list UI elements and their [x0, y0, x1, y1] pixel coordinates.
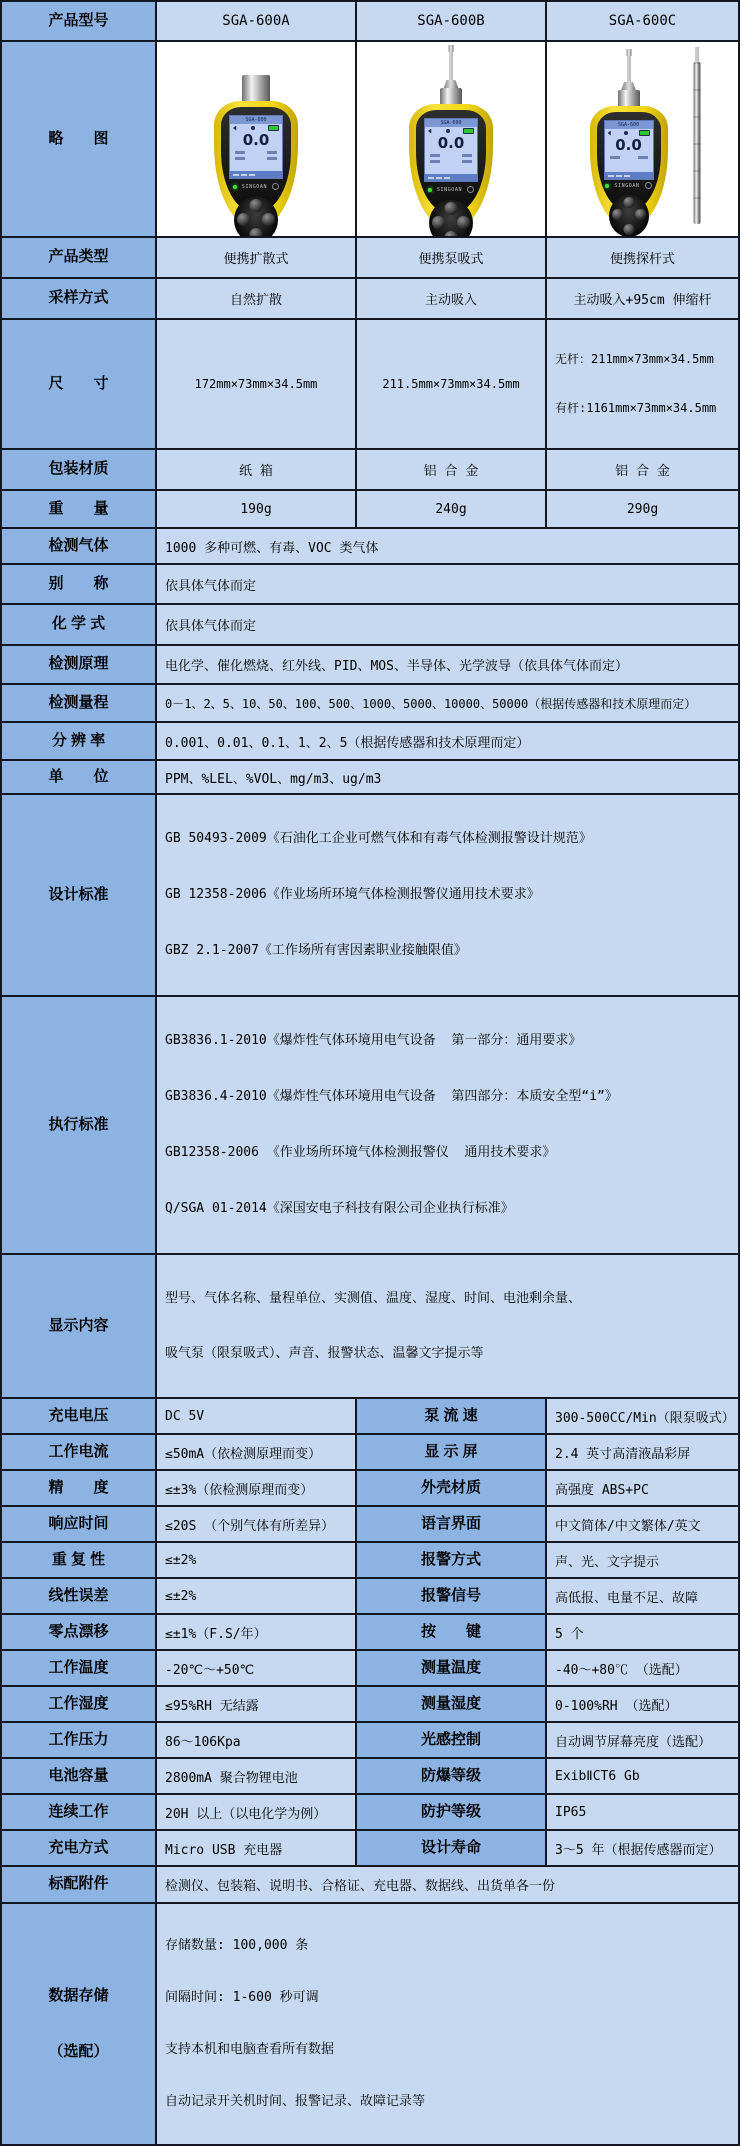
- row-label: 检测气体: [1, 528, 156, 564]
- value-cell: 高强度 ABS+PC: [546, 1470, 739, 1506]
- device-panel: [416, 110, 486, 214]
- table-row: [1, 490, 739, 528]
- table-row: [1, 1506, 739, 1542]
- device-panel: [597, 112, 661, 212]
- value-cell: ≤95%RH 无结露: [156, 1686, 356, 1722]
- screen-title: SGA-600: [230, 116, 282, 124]
- value-cell: ≤±2%: [156, 1542, 356, 1578]
- device-body: [409, 104, 493, 230]
- enter-button: [623, 224, 634, 235]
- standard-line: GB3836.1-2010《爆炸性气体环境用电气设备 第一部分：通用要求》: [165, 1033, 582, 1048]
- right-button: [457, 216, 470, 229]
- value-cell: 中文简体/中文繁体/英文: [546, 1506, 739, 1542]
- power-icon: [467, 186, 474, 193]
- value-cell: 0－1、2、5、10、50、100、500、1000、5000、10000、50000（根据传感器和技术原理而定）: [156, 684, 739, 722]
- table-row: [1, 1, 739, 41]
- value-cell: -20℃～+50℃: [156, 1650, 356, 1686]
- row-label-model: 产品型号: [1, 1, 156, 41]
- table-row: [1, 278, 739, 319]
- value-cell: [156, 794, 739, 996]
- value-cell: 190g: [156, 490, 356, 528]
- row-label: 设计寿命: [356, 1830, 546, 1866]
- table-row: [1, 1650, 739, 1686]
- screen-title: SGA-600: [425, 119, 477, 127]
- value-cell: 便携探杆式: [546, 237, 739, 278]
- table-row: [1, 1686, 739, 1722]
- row-label: 执行标准: [1, 996, 156, 1254]
- device-screen: [604, 120, 654, 180]
- left-button: [432, 216, 445, 229]
- nav-buttons: [609, 195, 649, 237]
- value-cell: 电化学、催化燃烧、红外线、PID、MOS、半导体、光学波导（依具体气体而定）: [156, 645, 739, 684]
- value-cell: ExibⅡCT6 Gb: [546, 1758, 739, 1794]
- value-cell: DC 5V: [156, 1398, 356, 1434]
- dimension-line: 无杆：211mm×73mm×34.5mm: [555, 352, 714, 366]
- value-cell: 依具体气体而定: [156, 564, 739, 604]
- storage-line: 存储数量: 100,000 条: [165, 1938, 309, 1953]
- row-label: 显 示 屏: [356, 1434, 546, 1470]
- value-cell: 0-100%RH （选配）: [546, 1686, 739, 1722]
- value-cell: Micro USB 充电器: [156, 1830, 356, 1866]
- table-row: [1, 1903, 739, 2145]
- row-label: 精 度: [1, 1470, 156, 1506]
- row-label: 防爆等级: [356, 1758, 546, 1794]
- value-cell: 300-500CC/Min（限泵吸式）: [546, 1398, 739, 1434]
- gas-reading: 0.0: [437, 134, 465, 152]
- value-cell: 便携泵吸式: [356, 237, 546, 278]
- gas-detector-diffusion: [206, 43, 306, 233]
- probe-rod: [450, 52, 453, 80]
- value-cell: 自动调节屏幕亮度（选配）: [546, 1722, 739, 1758]
- row-label: 充电方式: [1, 1830, 156, 1866]
- value-cell: 5 个: [546, 1614, 739, 1650]
- value-cell: 240g: [356, 490, 546, 528]
- standard-line: Q/SGA 01-2014《深国安电子科技有限公司企业执行标准》: [165, 1201, 514, 1216]
- value-cell: 290g: [546, 490, 739, 528]
- row-label: 检测量程: [1, 684, 156, 722]
- value-cell: ≤50mA（依检测原理而变）: [156, 1434, 356, 1470]
- value-cell: ≤20S （个别气体有所差异）: [156, 1506, 356, 1542]
- value-cell: 声、光、文字提示: [546, 1542, 739, 1578]
- brand-label: SINGOAN: [241, 183, 268, 190]
- brand-label: SINGOAN: [614, 182, 640, 189]
- table-row: [1, 1398, 739, 1434]
- row-label-line: （选配）: [48, 2042, 109, 2060]
- table-row: [1, 1794, 739, 1830]
- product-image-b: [356, 41, 546, 237]
- table-row: [1, 1254, 739, 1398]
- gas-detector-probe: [583, 43, 675, 233]
- row-label: 报警方式: [356, 1542, 546, 1578]
- value-cell: 0.001、0.01、0.1、1、2、5（根据传感器和技术原理而定）: [156, 722, 739, 760]
- table-row: [1, 1722, 739, 1758]
- device-body: [590, 106, 668, 228]
- value-cell: 高低报、电量不足、故障: [546, 1578, 739, 1614]
- status-led: [233, 185, 237, 189]
- row-label: 工作电流: [1, 1434, 156, 1470]
- standard-line: GB3836.4-2010《爆炸性气体环境用电气设备 第四部分：本质安全型“i”》: [165, 1089, 618, 1104]
- row-label: 光感控制: [356, 1722, 546, 1758]
- value-cell: ≤±1%（F.S/年）: [156, 1614, 356, 1650]
- fan-icon: [624, 131, 628, 135]
- sensor-cap: [440, 88, 462, 105]
- value-cell: 纸 箱: [156, 449, 356, 490]
- device-body: [214, 101, 298, 229]
- left-button: [237, 213, 250, 226]
- left-button: [612, 209, 623, 220]
- power-icon: [645, 182, 652, 189]
- table-row: [1, 1434, 739, 1470]
- row-label: [1, 1903, 156, 2145]
- value-cell: 3～5 年（根据传感器而定）: [546, 1830, 739, 1866]
- table-row: [1, 237, 739, 278]
- row-label: 充电电压: [1, 1398, 156, 1434]
- status-led: [605, 184, 609, 188]
- content-line: 型号、气体名称、量程单位、实测值、温度、湿度、时间、电池剩余量、: [165, 1291, 582, 1306]
- table-row: [1, 1470, 739, 1506]
- value-cell: 20H 以上（以电化学为例）: [156, 1794, 356, 1830]
- row-label: 检测原理: [1, 645, 156, 684]
- row-label: 单 位: [1, 760, 156, 794]
- table-row: [1, 760, 739, 794]
- table-row: [1, 41, 739, 237]
- row-label: 报警信号: [356, 1578, 546, 1614]
- table-row: [1, 564, 739, 604]
- value-cell: PPM、%LEL、%VOL、mg/m3、ug/m3: [156, 760, 739, 794]
- speaker-icon: [428, 129, 433, 134]
- nav-buttons: [234, 197, 278, 237]
- value-cell: 自然扩散: [156, 278, 356, 319]
- gas-reading: 0.0: [242, 131, 270, 149]
- standard-line: GB12358-2006 《作业场所环境气体检测报警仪 通用技术要求》: [165, 1145, 556, 1160]
- gas-detector-pump: [401, 43, 501, 233]
- row-label: 测量温度: [356, 1650, 546, 1686]
- table-row: [1, 1614, 739, 1650]
- row-label: 设计标准: [1, 794, 156, 996]
- value-cell: 2.4 英寸高清液晶彩屏: [546, 1434, 739, 1470]
- probe-tip: [449, 45, 454, 52]
- row-label: 化 学 式: [1, 604, 156, 645]
- fan-icon: [446, 129, 450, 133]
- device-panel: [221, 107, 291, 213]
- value-cell: 检测仪、包装箱、说明书、合格证、充电器、数据线、出货单各一份: [156, 1866, 739, 1903]
- row-label: 别 称: [1, 564, 156, 604]
- content-line: 吸气泵（限泵吸式）、声音、报警状态、温馨文字提示等: [165, 1346, 484, 1361]
- status-led: [428, 188, 432, 192]
- row-label: 语言界面: [356, 1506, 546, 1542]
- table-row: [1, 684, 739, 722]
- speaker-icon: [233, 126, 238, 131]
- speaker-icon: [608, 131, 613, 136]
- row-label: 泵 流 速: [356, 1398, 546, 1434]
- value-cell: 172mm×73mm×34.5mm: [156, 319, 356, 449]
- nav-buttons: [429, 200, 473, 237]
- standard-line: GB 50493-2009《石油化工企业可燃气体和有毒气体检测报警设计规范》: [165, 831, 592, 846]
- probe-rod: [627, 56, 630, 82]
- table-row: [1, 604, 739, 645]
- battery-icon: [463, 128, 474, 134]
- table-row: [1, 1542, 739, 1578]
- value-cell: ≤±2%: [156, 1578, 356, 1614]
- table-row: [1, 319, 739, 449]
- up-button: [445, 202, 458, 215]
- value-cell: 86～106Kpa: [156, 1722, 356, 1758]
- value-cell: 主动吸入+95cm 伸缩杆: [546, 278, 739, 319]
- row-label: 外壳材质: [356, 1470, 546, 1506]
- probe-tip: [626, 49, 631, 56]
- row-label-sketch: 略 图: [1, 41, 156, 237]
- row-label: 响应时间: [1, 1506, 156, 1542]
- up-button: [623, 197, 634, 208]
- enter-button: [250, 228, 263, 237]
- storage-line: 自动记录开关机时间、报警记录、故障记录等: [165, 2094, 426, 2109]
- row-label: 防护等级: [356, 1794, 546, 1830]
- row-label: 重 复 性: [1, 1542, 156, 1578]
- model-a: SGA-600A: [156, 1, 356, 41]
- device-screen: [229, 115, 283, 179]
- row-label: 包装材质: [1, 449, 156, 490]
- value-cell: 主动吸入: [356, 278, 546, 319]
- standard-line: GBZ 2.1-2007《工作场所有害因素职业接触限值》: [165, 943, 467, 958]
- row-label: 产品类型: [1, 237, 156, 278]
- value-cell: IP65: [546, 1794, 739, 1830]
- battery-icon: [268, 125, 279, 131]
- storage-line: 间隔时间: 1-600 秒可调: [165, 1990, 319, 2005]
- value-cell: 1000 多种可燃、有毒、VOC 类气体: [156, 528, 739, 564]
- row-label-line: 数据存储: [48, 1986, 109, 2004]
- value-cell: 2800mA 聚合物锂电池: [156, 1758, 356, 1794]
- row-label: 线性误差: [1, 1578, 156, 1614]
- up-button: [250, 199, 263, 212]
- value-cell: 铝 合 金: [546, 449, 739, 490]
- table-row: [1, 1758, 739, 1794]
- product-image-c: [546, 41, 739, 237]
- table-row: [1, 1578, 739, 1614]
- storage-line: 支持本机和电脑查看所有数据: [165, 2042, 335, 2057]
- model-b: SGA-600B: [356, 1, 546, 41]
- telescopic-rod: [691, 43, 703, 229]
- value-cell: [546, 319, 739, 449]
- standard-line: GB 12358-2006《作业场所环境气体检测报警仪通用技术要求》: [165, 887, 540, 902]
- table-row: [1, 645, 739, 684]
- value-cell: 211.5mm×73mm×34.5mm: [356, 319, 546, 449]
- sensor-cap: [618, 90, 640, 107]
- sensor-cap: [242, 75, 270, 103]
- value-cell: 依具体气体而定: [156, 604, 739, 645]
- row-label: 工作温度: [1, 1650, 156, 1686]
- rod-tip: [695, 47, 698, 63]
- row-label: 测量湿度: [356, 1686, 546, 1722]
- row-label: 电池容量: [1, 1758, 156, 1794]
- value-cell: [156, 1903, 739, 2145]
- table-row: [1, 1830, 739, 1866]
- right-button: [635, 209, 646, 220]
- screen-title: SGA-600: [605, 121, 653, 129]
- row-label: 重 量: [1, 490, 156, 528]
- fan-icon: [251, 126, 255, 130]
- value-cell: ≤±3%（依检测原理而变）: [156, 1470, 356, 1506]
- row-label: 显示内容: [1, 1254, 156, 1398]
- table-row: [1, 996, 739, 1254]
- power-icon: [272, 183, 279, 190]
- product-image-a: [156, 41, 356, 237]
- value-cell: [156, 996, 739, 1254]
- table-row: [1, 528, 739, 564]
- brand-label: SINGOAN: [436, 186, 463, 193]
- right-button: [262, 213, 275, 226]
- row-label: 工作压力: [1, 1722, 156, 1758]
- row-label: 标配附件: [1, 1866, 156, 1903]
- value-cell: 铝 合 金: [356, 449, 546, 490]
- value-cell: -40～+80℃ （选配）: [546, 1650, 739, 1686]
- row-label: 采样方式: [1, 278, 156, 319]
- gas-reading: 0.0: [615, 136, 642, 154]
- value-cell: [156, 1254, 739, 1398]
- row-label: 工作湿度: [1, 1686, 156, 1722]
- table-row: [1, 794, 739, 996]
- row-label: 连续工作: [1, 1794, 156, 1830]
- row-label: 分 辨 率: [1, 722, 156, 760]
- value-cell: 便携扩散式: [156, 237, 356, 278]
- dimension-line: 有杆:1161mm×73mm×34.5mm: [555, 401, 717, 415]
- row-label: 零点漂移: [1, 1614, 156, 1650]
- row-label: 按 键: [356, 1614, 546, 1650]
- model-c: SGA-600C: [546, 1, 739, 41]
- table-row: [1, 722, 739, 760]
- rod-shaft: [693, 62, 700, 224]
- table-row: [1, 449, 739, 490]
- table-row: [1, 1866, 739, 1903]
- device-screen: [424, 118, 478, 182]
- row-label: 尺 寸: [1, 319, 156, 449]
